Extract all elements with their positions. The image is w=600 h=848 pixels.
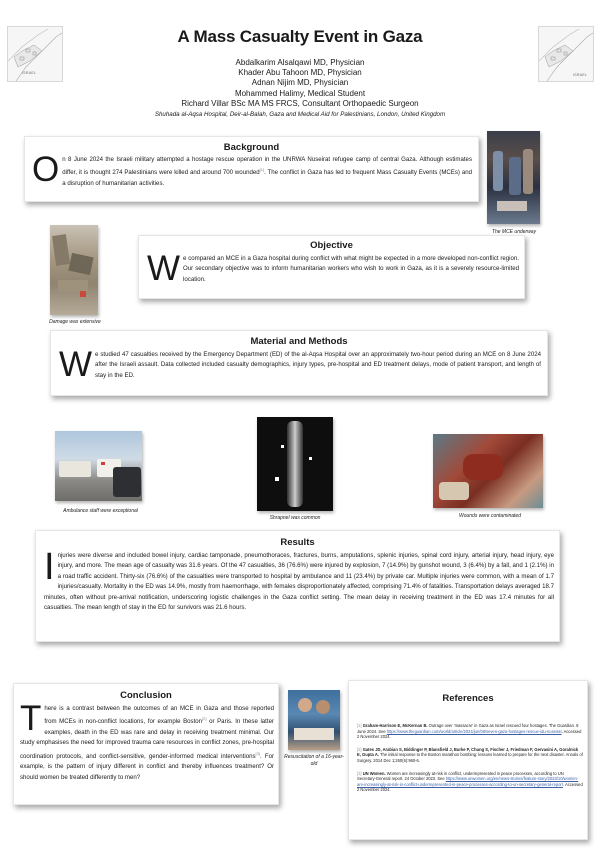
author: Abdalkarim Alsalqawi MD, Physician bbox=[235, 58, 365, 67]
references-title: References bbox=[442, 693, 494, 704]
photo-shrapnel-xray bbox=[257, 417, 333, 511]
photo-ambulance bbox=[55, 431, 142, 501]
objective-card bbox=[138, 235, 525, 299]
reference-list bbox=[357, 723, 583, 800]
methods-card bbox=[50, 330, 548, 396]
caption-damage: Damage was extensive bbox=[49, 319, 101, 325]
dropcap: W bbox=[59, 345, 93, 384]
author-list bbox=[0, 58, 600, 109]
background-text: On 8 June 2024 the Israeli military attempted a hostage rescue operation in the UNRWA Nuseirat refugee camp of central Gaza. Although estimates differ, it is thought 274 Palestinians were killed and around 700 wounded[1]. The conflict in Gaza has led to frequent Mass Casualty Events (MCEs) and a disruption of humanitarian activities. bbox=[32, 150, 472, 189]
results-card bbox=[35, 530, 560, 642]
background-card bbox=[24, 136, 479, 202]
references-card bbox=[348, 680, 588, 840]
map-label-israel: ISRAEL bbox=[22, 71, 37, 75]
caption-ambulance: Ambulance staff were exceptional bbox=[63, 508, 138, 514]
results-text: Injuries were diverse and included bowel injury, cardiac tamponade, pneumothoraces, fractures, burns, amputations, splenic injuries, spinal cord injury, arterial injury, head injury, eye injury, and more. The mean age of casualty was 31.6 years. Of the 47 casualties, 36 (76.6%) were injured by explosion, 7 (14.9%) by gunshot wound, 3 (6.4%) by a fall, and 1 (2.1%) in a road traffic accident. Thirty-six (76.6%) of the casualties were transported to hospital by ambulance and 11 (23.4%) by private car. Multiple injuries were common, with a mean of 1.7 injuries/casualty. Mortality in the ED was 14.9%, mostly from haemorrhage, with females disproportionately affected, comprising 71.4% of fatalities. Transportation delays averaged 18.7 minutes, often without pre-arrival notification, underscoring logistic challenges in the Gaza conflict setting. The mean delay in receiving treatment in the ED was 17.4 minutes for all casualties. The mean length of stay in the ED for survivors was 21.6 hours. bbox=[44, 546, 554, 612]
methods-title: Material and Methods bbox=[250, 336, 348, 347]
photo-damage bbox=[50, 225, 98, 315]
caption-resuscitation: Resuscitation of a 16-year-old bbox=[284, 754, 344, 767]
author: Richard Villar BSc MA MS FRCS, Consultant Orthopaedic Surgeon bbox=[181, 98, 419, 108]
author: Adnan Nijim MD, Physician bbox=[251, 78, 349, 88]
author: Khader Abu Tahoon MD, Physician bbox=[238, 68, 362, 78]
dropcap: O bbox=[32, 150, 60, 189]
poster-title: A Mass Casualty Event in Gaza bbox=[177, 27, 423, 46]
photo-mce-underway bbox=[487, 131, 540, 224]
citation-ref: [1] bbox=[259, 167, 265, 173]
objective-text: We compared an MCE in a Gaza hospital during conflict with what might be expected in a more developed non-conflict region. Our secondary objective was to inform humanitarian workers who wish to work in Gaza, as it is a severely resource-limited location. bbox=[147, 249, 519, 288]
reference-link[interactable]: https://www.theguardian.com/world/article/2024/jun/08/seven-gaza-hostages-rescue-idu-nuseirat bbox=[386, 728, 562, 734]
objective-title: Objective bbox=[310, 240, 353, 251]
methods-text: We studied 47 casualties received by the Emergency Department (ED) of the al-Aqsa Hospital over an approximately two-hour period during an MCE on 8 June 2024 after the Israeli assault. Data collected included casualty demographics, injury types, pre-hospital and ED treatment delays, mode of patient transport, and length of stay in the ED. bbox=[59, 345, 541, 384]
photo-wounds bbox=[433, 434, 543, 508]
dropcap: I bbox=[44, 546, 55, 588]
map-label-israel: ISRAEL bbox=[573, 73, 588, 77]
dropcap: W bbox=[147, 249, 181, 288]
reference-item: [1] Graham-Harrison E, McKernan B. Outrage over ‘massacre’ in Gaza as Israel rescued four hostages. The Guardian. 9 June 2024. See https://www.theguardian.com/world/article/2024/jun/08/seven-gaza-hostages-rescue-idu-nuseirat. Accessed 2 November 2024. bbox=[357, 723, 582, 740]
caption-wounds: Wounds were contaminated bbox=[459, 513, 521, 519]
conclusion-card bbox=[13, 683, 279, 805]
citation-ref: [3] bbox=[255, 750, 260, 756]
affiliation: Shuhada al-Aqsa Hospital, Deir-al-Balah, Gaza and Medical Aid for Palestinians, London, United Kingdom bbox=[154, 111, 446, 118]
reference-link[interactable]: https://www.unwomen.org/en/news-stories/feature-story/2023/10/women-are-increasingly-at-risk-in-conflict-underrepresented-in-peace-processes-according-to-un-secretary-general-report bbox=[357, 776, 579, 787]
conclusion-title: Conclusion bbox=[120, 690, 172, 701]
caption-mce-underway: The MCE underway bbox=[491, 229, 537, 235]
results-title: Results bbox=[280, 537, 315, 548]
photo-resuscitation bbox=[288, 690, 340, 750]
reference-item: [2] Gates JD, Arabian S, Biddinger P, Blansfield J, Burke P, Chung S, Fischer J, Friedman F, Gervasini A, Goralnick E, Gupta A. The initial response to the Boston marathon bombing: lessons learned to prepare for the next disaster. Annals of Surgery. 2014 Dec 1;260(6):960-6. bbox=[357, 746, 583, 763]
reference-item: [3] UN Women. Women are increasingly at-risk in conflict, underrepresented in peace processes, according to UN Secretary-General report. 24 October 2023. See https://www.unwomen.org/en/news-stories/feature-story/2023/10/women-are-increasingly-at-risk-in-conflict-underrepresented-in-peace-processes-according-to-un-secretary-general-report. Accessed 2 November 2024. bbox=[357, 770, 583, 793]
dropcap: T bbox=[20, 699, 42, 738]
citation-ref: [2] bbox=[202, 716, 207, 722]
conclusion-text: There is a contrast between the outcomes of an MCE in Gaza and those reported from MCEs in non-conflict locations, for example Boston[2] or Paris. In these latter examples, death in the ED was rare and delay in receiving treatment minimal. Our study emphasises the need for improved trauma care resources in conflict zones, pre-hospital coordination protocols, and conflict-sensitive, gender-informed medical interventions[3]. For example, is the pattern of injury different in conflict and thereby influences treatment? Or should women be treated differently to men? bbox=[20, 699, 274, 781]
author: Mohammed Halimy, Medical Student bbox=[234, 88, 366, 98]
caption-shrapnel: Shrapnel was common bbox=[269, 515, 321, 521]
background-title: Background bbox=[223, 142, 280, 153]
